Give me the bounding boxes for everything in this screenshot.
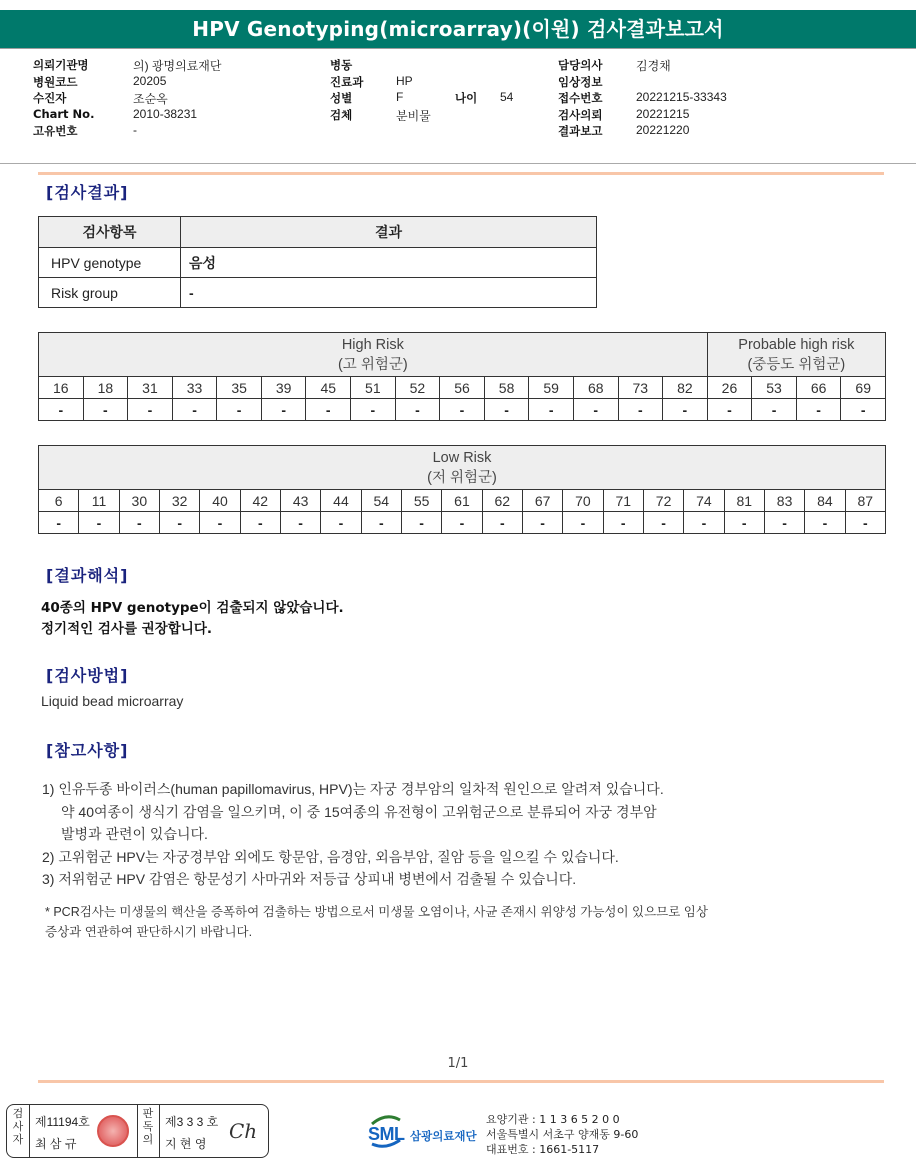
sex-label: 성별: [330, 91, 353, 105]
examiner-vertical-label: 검사자: [12, 1108, 24, 1146]
unique-value: -: [133, 123, 137, 137]
hpv-type-result: -: [563, 512, 603, 534]
hpv-type-number: 18: [83, 377, 128, 399]
logo-text: SML: [368, 1124, 405, 1144]
requester-label: 의뢰기관명: [33, 58, 89, 72]
contact-line: 서울특별시 서초구 양재동 9-60: [486, 1128, 639, 1141]
probable-risk-label: Probable high risk: [738, 336, 855, 353]
hpv-type-result: -: [401, 512, 441, 534]
note-line: * PCR검사는 미생물의 핵산을 증폭하여 검출하는 방법으로서 미생물 오염이나, 사균 존재시 위양성 가능성이 있으므로 임상: [45, 905, 708, 919]
reference-list: [42, 778, 892, 891]
hpv-type-result: -: [39, 399, 84, 421]
reference-item-cont: 약 40여종이 생식기 감염을 일으키며, 이 중 15여종의 유전형이 고위험군으로 분류되어 자궁 경부암: [61, 803, 657, 820]
hpv-type-result: -: [128, 399, 173, 421]
hpv-type-number: 26: [707, 377, 752, 399]
hpv-type-number: 67: [522, 490, 562, 512]
high-risk-table: [38, 332, 886, 421]
low-risk-header: [39, 446, 886, 490]
hpv-type-result: -: [573, 399, 618, 421]
seal-stamp-icon: [97, 1115, 129, 1147]
hospital-code-label: 병원코드: [33, 74, 78, 89]
signature-box: [6, 1104, 269, 1158]
specimen-label: 검체: [330, 107, 353, 122]
method-text: Liquid bead microarray: [41, 693, 184, 709]
hpv-type-number: 6: [39, 490, 79, 512]
hpv-type-number: 45: [306, 377, 351, 399]
hpv-type-result: -: [484, 399, 529, 421]
contact-line: 요양기관 : 1 1 3 6 5 2 0 0: [486, 1113, 620, 1126]
hpv-type-result: -: [172, 399, 217, 421]
hpv-type-result: -: [442, 512, 482, 534]
hpv-type-number: 52: [395, 377, 440, 399]
probable-risk-label-kr: (중등도 위험군): [747, 356, 846, 373]
hpv-type-result: -: [707, 399, 752, 421]
high-risk-label: High Risk: [341, 336, 404, 353]
hpv-type-result: -: [764, 512, 804, 534]
hpv-type-result: -: [321, 512, 361, 534]
requester-value: 의) 광명의료재단: [133, 59, 222, 73]
reference-item-cont: 발병과 관련이 있습니다.: [61, 826, 208, 842]
hpv-type-number: 62: [482, 490, 522, 512]
page-number: 1/1: [447, 1056, 469, 1071]
hpv-type-number: 54: [361, 490, 401, 512]
hpv-type-number: 30: [119, 490, 159, 512]
top-accent-line: [38, 172, 884, 175]
result-value: 음성: [181, 248, 597, 278]
high-risk-label-kr: (고 위험군): [337, 356, 408, 373]
patient-label: 수진자: [33, 91, 67, 105]
hpv-type-result: -: [643, 512, 683, 534]
contact-info: [486, 1112, 638, 1157]
hpv-type-number: 69: [841, 377, 886, 399]
hpv-type-number: 32: [159, 490, 199, 512]
hpv-type-number: 44: [321, 490, 361, 512]
hpv-type-number: 11: [79, 490, 119, 512]
hpv-type-result: -: [200, 512, 240, 534]
hpv-type-result: -: [663, 399, 708, 421]
hpv-type-number: 43: [280, 490, 320, 512]
patient-value: 조순옥: [133, 92, 168, 106]
hpv-type-result: -: [240, 512, 280, 534]
dept-value: HP: [396, 73, 413, 88]
hpv-type-result: -: [529, 399, 574, 421]
result-value: -: [181, 278, 597, 308]
hpv-type-number: 74: [684, 490, 724, 512]
result-item: HPV genotype: [39, 248, 181, 278]
hpv-type-result: -: [482, 512, 522, 534]
table-row: [39, 248, 597, 278]
ward-label: 병동: [330, 58, 353, 72]
reviewer-name: 지 현 영: [165, 1137, 207, 1151]
hpv-type-result: -: [119, 512, 159, 534]
signature-image: Ch: [229, 1119, 258, 1143]
interpretation-text: [41, 598, 344, 640]
hpv-type-number: 61: [442, 490, 482, 512]
result-header-value: 결과: [181, 217, 597, 248]
section-method-title: [검사방법]: [46, 666, 129, 685]
report-date-label: 결과보고: [558, 124, 603, 138]
request-date-label: 검사의뢰: [558, 107, 603, 122]
age-label: 나이: [455, 91, 478, 105]
hpv-type-number: 87: [845, 490, 885, 512]
hpv-type-result: -: [79, 512, 119, 534]
hpv-type-result: -: [618, 399, 663, 421]
hpv-type-number: 82: [663, 377, 708, 399]
hpv-type-result: -: [217, 399, 262, 421]
low-risk-label-kr: (저 위험군): [427, 469, 497, 486]
hpv-type-number: 72: [643, 490, 683, 512]
receipt-value: 20221215-33343: [636, 90, 727, 104]
result-header-item: 검사항목: [39, 217, 181, 248]
divider: [137, 1105, 138, 1157]
hpv-type-result: -: [261, 399, 306, 421]
reference-item: 2) 고위험군 HPV는 자궁경부암 외에도 항문암, 음경암, 외음부암, 질암 등을 일으킬 수 있습니다.: [42, 848, 619, 865]
report-title: HPV Genotyping(microarray)(이원) 검사결과보고서: [0, 10, 916, 48]
reference-item: 1) 인유두종 바이러스(human papillomavirus, HPV)는 자궁 경부암의 일차적 원인으로 알려져 있습니다.: [42, 781, 664, 797]
low-risk-label: Low Risk: [432, 449, 492, 466]
age-value: 54: [500, 90, 514, 104]
low-risk-table: [38, 445, 886, 534]
hpv-type-result: -: [603, 512, 643, 534]
hpv-type-number: 33: [172, 377, 217, 399]
hpv-type-result: -: [351, 399, 396, 421]
hpv-type-number: 81: [724, 490, 764, 512]
divider: [159, 1105, 160, 1157]
reference-item: 3) 저위험군 HPV 감염은 항문성기 사마귀와 저등급 상피내 병변에서 검출될 수 있습니다.: [42, 871, 577, 887]
result-item: Risk group: [39, 278, 181, 308]
hpv-type-number: 55: [401, 490, 441, 512]
table-row: [39, 278, 597, 308]
request-date-value: 20221215: [636, 106, 690, 121]
reviewer-license: 제3 3 3 호: [165, 1115, 219, 1129]
high-risk-header: [39, 333, 708, 377]
interpretation-line: 정기적인 검사를 권장합니다.: [41, 621, 213, 637]
hpv-type-result: -: [361, 512, 401, 534]
hpv-type-result: -: [83, 399, 128, 421]
hpv-type-result: -: [752, 399, 797, 421]
hpv-type-number: 58: [484, 377, 529, 399]
hpv-type-number: 68: [573, 377, 618, 399]
hpv-type-number: 51: [351, 377, 396, 399]
hpv-type-result: -: [724, 512, 764, 534]
hospital-code-value: 20205: [133, 73, 167, 88]
section-result-title: [검사결과]: [46, 183, 129, 202]
patient-info: [33, 57, 893, 140]
doctor-value: 김경채: [636, 59, 671, 73]
section-reference-title: [참고사항]: [46, 741, 129, 760]
examiner-name: 최 삼 규: [35, 1137, 77, 1151]
note-line: 증상과 연관하여 판단하시기 바랍니다.: [45, 925, 253, 939]
hpv-type-number: 84: [805, 490, 845, 512]
unique-label: 고유번호: [33, 124, 78, 138]
pcr-note: [45, 902, 885, 942]
interpretation-line: 40종의 HPV genotype이 검출되지 않았습니다.: [41, 600, 344, 616]
hpv-type-number: 83: [764, 490, 804, 512]
hpv-type-result: -: [395, 399, 440, 421]
hpv-type-number: 73: [618, 377, 663, 399]
hpv-type-number: 70: [563, 490, 603, 512]
bottom-accent-line: [38, 1080, 884, 1083]
hpv-type-result: -: [845, 512, 885, 534]
hpv-type-result: -: [805, 512, 845, 534]
header-divider: [0, 163, 916, 164]
hpv-type-result: -: [684, 512, 724, 534]
hpv-type-number: 16: [39, 377, 84, 399]
hpv-type-result: -: [306, 399, 351, 421]
logo-korean-name: 삼광의료재단: [410, 1129, 477, 1143]
hpv-type-result: -: [440, 399, 485, 421]
chart-label: Chart No.: [33, 106, 95, 121]
hpv-type-number: 59: [529, 377, 574, 399]
hpv-type-result: -: [796, 399, 841, 421]
hpv-type-result: -: [841, 399, 886, 421]
clinical-label: 임상정보: [558, 74, 603, 89]
reviewer-vertical-label: 판독의: [142, 1108, 154, 1146]
hpv-type-number: 42: [240, 490, 280, 512]
probable-risk-header: [707, 333, 885, 377]
dept-label: 진료과: [330, 74, 364, 89]
report-date-value: 20221220: [636, 123, 690, 137]
result-table: [38, 216, 597, 308]
section-interpretation-title: [결과해석]: [46, 566, 129, 585]
sex-value: F: [396, 90, 404, 104]
hpv-type-number: 53: [752, 377, 797, 399]
hpv-type-number: 39: [261, 377, 306, 399]
hpv-type-number: 66: [796, 377, 841, 399]
receipt-label: 접수번호: [558, 91, 603, 105]
title-divider: [0, 48, 916, 49]
hpv-type-number: 56: [440, 377, 485, 399]
doctor-label: 담당의사: [558, 58, 603, 72]
hpv-type-result: -: [39, 512, 79, 534]
hpv-type-number: 40: [200, 490, 240, 512]
hpv-type-result: -: [280, 512, 320, 534]
hpv-type-number: 35: [217, 377, 262, 399]
examiner-license: 제11194호: [35, 1115, 90, 1129]
hpv-type-result: -: [522, 512, 562, 534]
divider: [29, 1105, 30, 1157]
hpv-type-result: -: [159, 512, 199, 534]
hpv-type-number: 31: [128, 377, 173, 399]
contact-line: 대표번호 : 1661-5117: [486, 1143, 600, 1156]
specimen-value: 분비물: [396, 108, 431, 123]
chart-value: 2010-38231: [133, 106, 198, 121]
hpv-type-number: 71: [603, 490, 643, 512]
